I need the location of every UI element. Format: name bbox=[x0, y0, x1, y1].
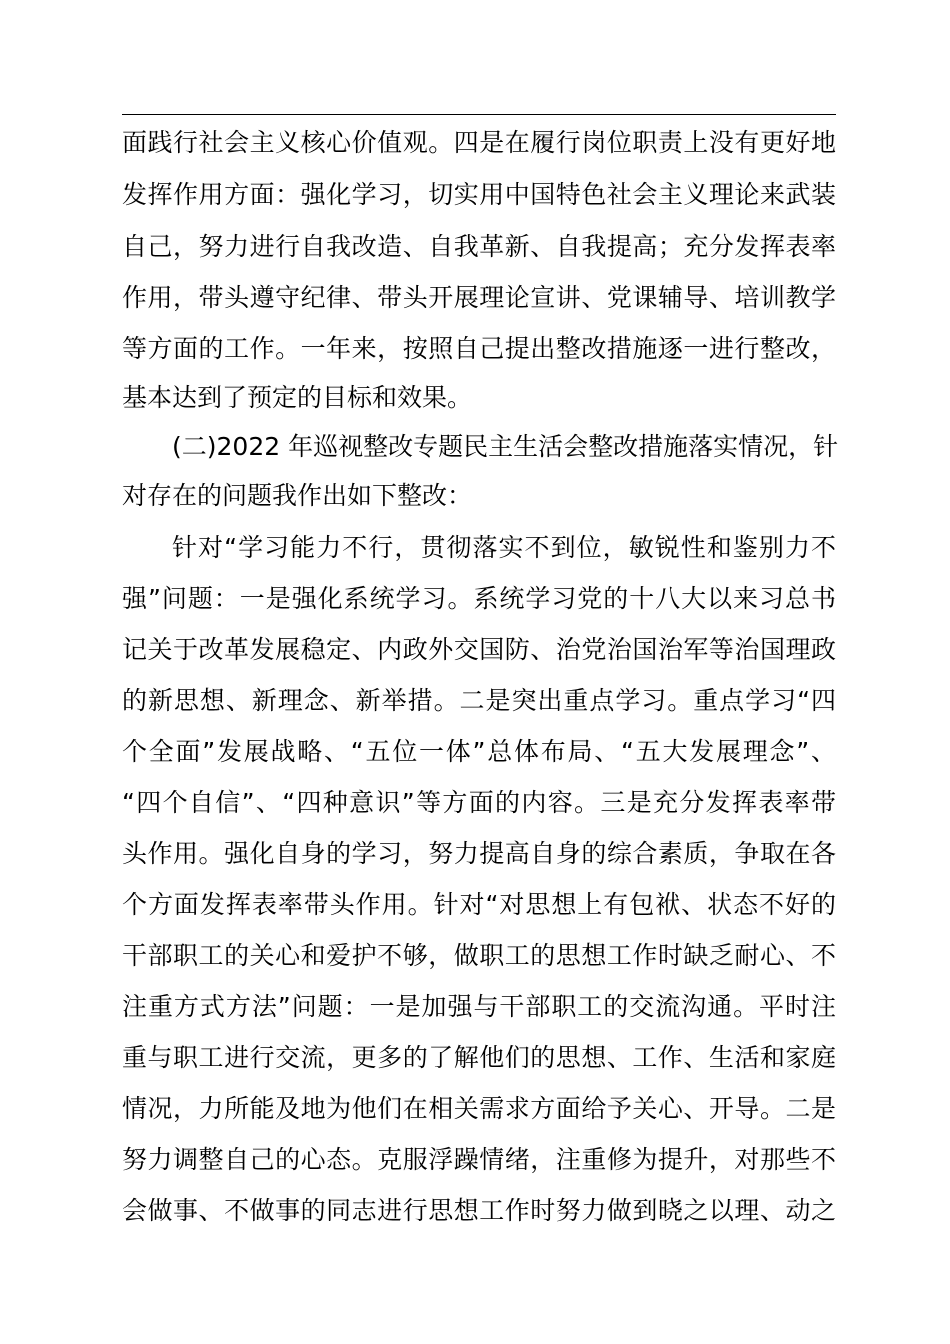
text-line: (二)2022 年巡视整改专题民主生活会整改措施落实情况，针 bbox=[172, 432, 839, 461]
text-line: 情况，力所能及地为他们在相关需求方面给予关心、开导。二是 bbox=[122, 1094, 836, 1123]
text-line: 基本达到了预定的目标和效果。 bbox=[122, 383, 473, 412]
text-line: 会做事、不做事的同志进行思想工作时努力做到晓之以理、动之 bbox=[122, 1196, 836, 1225]
text-line: “四个自信”、“四种意识”等方面的内容。三是充分发挥表率带 bbox=[122, 788, 836, 817]
text-line: 头作用。强化自身的学习，努力提高自身的综合素质，争取在各 bbox=[122, 839, 836, 868]
text-line: 对存在的问题我作出如下整改： bbox=[122, 481, 473, 510]
text-line: 面践行社会主义核心价值观。四是在履行岗位职责上没有更好地 bbox=[122, 128, 836, 157]
text-line: 等方面的工作。一年来，按照自己提出整改措施逐一进行整改， bbox=[122, 334, 836, 363]
text-line: 注重方式方法”问题：一是加强与干部职工的交流沟通。平时注 bbox=[122, 992, 836, 1021]
text-line: 个全面”发展战略、“五位一体”总体布局、“五大发展理念”、 bbox=[122, 737, 836, 766]
text-line: 个方面发挥表率带头作用。针对“对思想上有包袱、状态不好的 bbox=[122, 890, 836, 919]
text-line: 针对“学习能力不行，贯彻落实不到位，敏锐性和鉴别力不 bbox=[172, 533, 836, 562]
text-line: 自己，努力进行自我改造、自我革新、自我提高；充分发挥表率 bbox=[122, 232, 836, 261]
header-rule bbox=[122, 114, 836, 115]
text-line: 努力调整自己的心态。克服浮躁情绪，注重修为提升，对那些不 bbox=[122, 1145, 836, 1174]
text-line: 记关于改革发展稳定、内政外交国防、治党治国治军等治国理政 bbox=[122, 635, 836, 664]
text-line: 作用，带头遵守纪律、带头开展理论宣讲、党课辅导、培训教学 bbox=[122, 283, 836, 312]
text-line: 发挥作用方面：强化学习，切实用中国特色社会主义理论来武装 bbox=[122, 180, 836, 209]
text-line: 重与职工进行交流，更多的了解他们的思想、工作、生活和家庭 bbox=[122, 1043, 836, 1072]
text-line: 干部职工的关心和爱护不够，做职工的思想工作时缺乏耐心、不 bbox=[122, 941, 836, 970]
text-line: 的新思想、新理念、新举措。二是突出重点学习。重点学习“四 bbox=[122, 686, 836, 715]
text-line: 强”问题：一是强化系统学习。系统学习党的十八大以来习总书 bbox=[122, 584, 836, 613]
